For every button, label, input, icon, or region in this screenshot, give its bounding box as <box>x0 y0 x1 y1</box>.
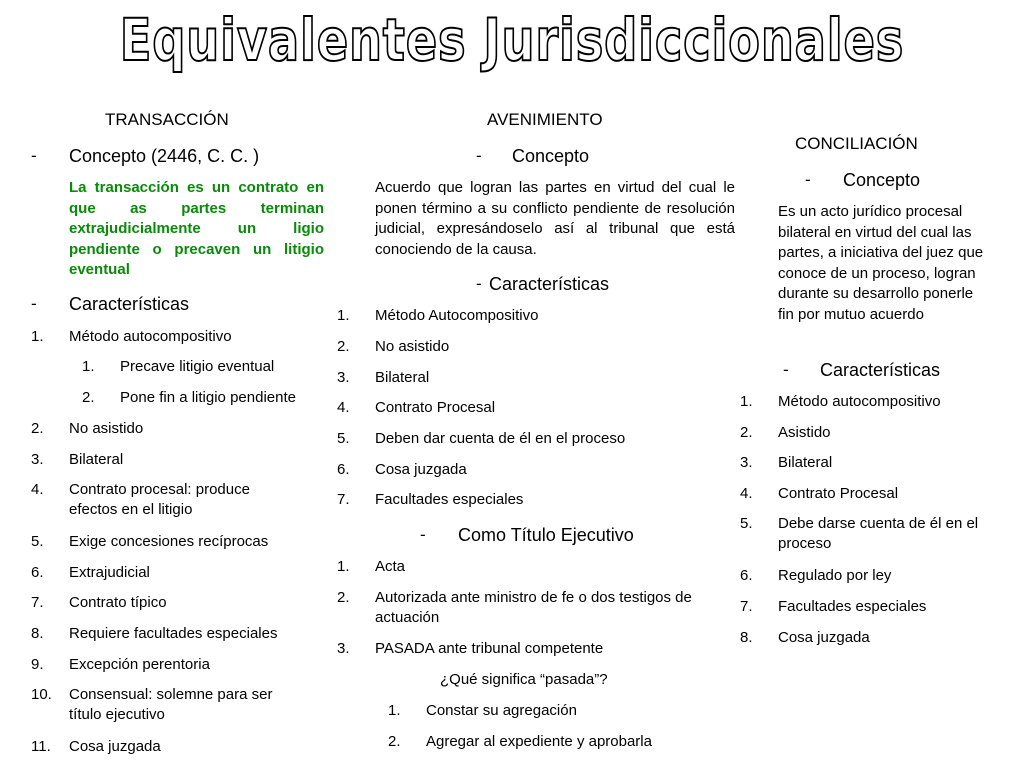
list-number: 1. <box>82 358 95 375</box>
conciliacion-item: Contrato Procesal <box>778 485 899 502</box>
avenimiento-item: Cosa juzgada <box>375 461 467 478</box>
avenimiento-item: Bilateral <box>375 369 430 386</box>
avenimiento-titulo-item: Acta <box>375 558 406 575</box>
avenimiento-item: No asistido <box>375 338 450 355</box>
avenimiento-concepto-text: Acuerdo que logran las partes en virtud del cual le ponen término a su conflicto pendiente de resolución judicial, expresándoselo así al tribunal que está conociendo de la causa. <box>375 179 735 258</box>
list-number: 6. <box>337 461 350 478</box>
conciliacion-item: Método autocompositivo <box>778 393 941 410</box>
transaccion-concepto-text: La transacción es un contrato en que as partes terminan extrajudicialmente un ligio pendiente o precaven un litigio eventual <box>69 179 324 278</box>
conciliacion-concepto-text: Es un acto jurídico procesal bilateral en virtud del cual las partes, a iniciativa del juez que conoce de un proceso, logran durante su desarrollo ponerle fin por mutuo acuerdo <box>778 203 984 323</box>
avenimiento-caracteristicas-label: Características <box>489 274 610 294</box>
conciliacion-heading: CONCILIACIÓN <box>795 134 918 153</box>
transaccion-item: Método autocompositivo <box>69 328 232 345</box>
conciliacion-item: Facultades especiales <box>778 598 927 615</box>
transaccion-caracteristicas-label: Características <box>69 294 190 314</box>
list-number: 5. <box>740 515 753 532</box>
bullet-dash: - <box>420 525 426 544</box>
bullet-dash: - <box>805 170 811 189</box>
list-number: 7. <box>337 491 350 508</box>
list-number: 1. <box>337 307 350 324</box>
transaccion-item: Contrato típico <box>69 594 167 611</box>
list-number: 9. <box>31 656 44 673</box>
list-number: 8. <box>740 629 753 646</box>
transaccion-item: Consensual: solemne para ser título ejecutivo <box>69 686 273 723</box>
list-number: 3. <box>337 640 350 657</box>
avenimiento-concepto-label: Concepto <box>512 146 590 166</box>
avenimiento-titulo-item: Autorizada ante ministro de fe o dos testigos de actuación <box>375 589 692 626</box>
list-number: 1. <box>388 702 401 719</box>
transaccion-item: No asistido <box>69 420 144 437</box>
avenimiento-heading: AVENIMIENTO <box>487 110 603 129</box>
transaccion-item: Excepción perentoria <box>69 656 210 673</box>
avenimiento-item: Deben dar cuenta de él en el proceso <box>375 430 626 447</box>
transaccion-item: Requiere facultades especiales <box>69 625 278 642</box>
transaccion-subitem: Pone fin a litigio pendiente <box>120 389 296 406</box>
conciliacion-item: Cosa juzgada <box>778 629 870 646</box>
conciliacion-item: Debe darse cuenta de él en el proceso <box>778 515 979 552</box>
bullet-dash: - <box>476 146 482 165</box>
list-number: 4. <box>31 481 44 498</box>
list-number: 2. <box>337 589 350 606</box>
avenimiento-item: Contrato Procesal <box>375 399 496 416</box>
avenimiento-respuesta: Constar su agregación <box>426 702 577 719</box>
conciliacion-item: Regulado por ley <box>778 567 892 584</box>
transaccion-item: Bilateral <box>69 451 124 468</box>
list-number: 2. <box>31 420 44 437</box>
conciliacion-item: Asistido <box>778 424 831 441</box>
list-number: 1. <box>740 393 753 410</box>
conciliacion-item: Bilateral <box>778 454 833 471</box>
avenimiento-titulo-label: Como Título Ejecutivo <box>458 525 634 545</box>
list-number: 4. <box>740 485 753 502</box>
list-number: 7. <box>31 594 44 611</box>
list-number: 2. <box>337 338 350 355</box>
list-number: 2. <box>740 424 753 441</box>
conciliacion-caracteristicas-label: Características <box>820 360 941 380</box>
list-number: 11. <box>31 738 51 755</box>
list-number: 2. <box>82 389 95 406</box>
transaccion-heading: TRANSACCIÓN <box>105 110 229 129</box>
list-number: 3. <box>740 454 753 471</box>
list-number: 8. <box>31 625 44 642</box>
avenimiento-item: Facultades especiales <box>375 491 524 508</box>
list-number: 3. <box>31 451 44 468</box>
bullet-dash: - <box>31 146 37 165</box>
conciliacion-concepto-label: Concepto <box>843 170 921 190</box>
list-number: 6. <box>740 567 753 584</box>
avenimiento-item: Método Autocompositivo <box>375 307 539 324</box>
list-number: 1. <box>31 328 44 345</box>
bullet-dash: - <box>476 274 482 293</box>
list-number: 1. <box>337 558 350 575</box>
list-number: 5. <box>31 533 44 550</box>
list-number: 10. <box>31 686 52 703</box>
list-number: 2. <box>388 733 401 750</box>
list-number: 6. <box>31 564 44 581</box>
avenimiento-pregunta: ¿Qué significa “pasada”? <box>440 671 608 688</box>
avenimiento-respuesta: Agregar al expediente y aprobarla <box>426 733 652 750</box>
page-title: Equivalentes Jurisdiccionales <box>119 6 905 74</box>
avenimiento-titulo-item: PASADA ante tribunal competente <box>375 640 604 657</box>
transaccion-item: Contrato procesal: produce efectos en el litigio <box>69 481 250 518</box>
list-number: 5. <box>337 430 350 447</box>
list-number: 3. <box>337 369 350 386</box>
transaccion-concepto-label: Concepto (2446, C. C. ) <box>69 146 260 166</box>
transaccion-subitem: Precave litigio eventual <box>120 358 275 375</box>
transaccion-item: Cosa juzgada <box>69 738 161 755</box>
transaccion-item: Extrajudicial <box>69 564 150 581</box>
bullet-dash: - <box>31 294 37 313</box>
list-number: 4. <box>337 399 350 416</box>
list-number: 7. <box>740 598 753 615</box>
transaccion-item: Exige concesiones recíprocas <box>69 533 269 550</box>
bullet-dash: - <box>783 360 789 379</box>
